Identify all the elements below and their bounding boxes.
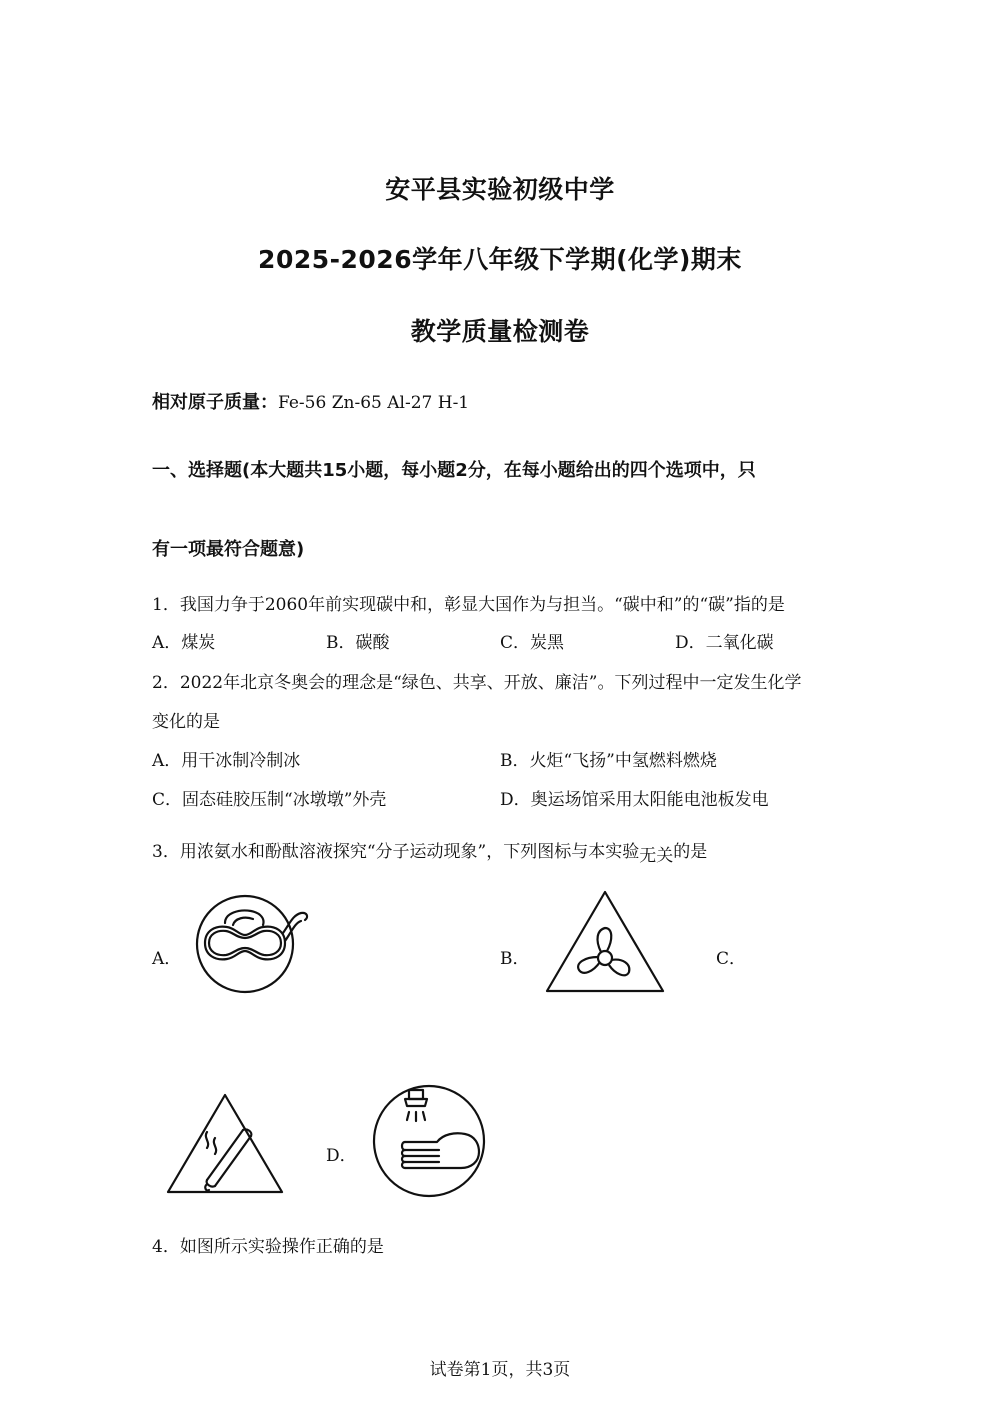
q2-stem-1: 2．2022年北京冬奥会的理念是“绿色、共享、开放、廉洁”。下列过程中一定发生化学 — [152, 673, 802, 693]
q3-stem-before: 3．用浓氨水和酚酞溶液探究“分子运动现象”，下列图标与本实验 — [152, 842, 640, 862]
title-exam: 教学质量检测卷 — [410, 317, 590, 346]
q3-stem — [152, 837, 708, 866]
q3-stem-after: 的是 — [673, 842, 708, 862]
atomic-mass-values: Fe-56 Zn-65 Al-27 H-1 — [278, 393, 470, 413]
atomic-mass-label: 相对原子质量： — [152, 392, 278, 413]
q2-option-d: D．奥运场馆采用太阳能电池板发电 — [500, 790, 769, 810]
q1-stem: 1．我国力争于2060年前实现碳中和，彰显大国作为与担当。“碳中和”的“碳”指的是 — [152, 595, 785, 615]
q1-option-d: D．二氧化碳 — [675, 633, 774, 653]
q2-stem-2: 变化的是 — [152, 712, 220, 732]
q2-option-a: A．用干冰制冷制冰 — [152, 751, 301, 771]
q1-option-b: B．碳酸 — [326, 633, 390, 653]
section1-heading-1: 一、选择题(本大题共15小题，每小题2分，在每小题给出的四个选项中，只 — [152, 460, 756, 481]
atomic-mass-line — [152, 388, 469, 414]
title-school: 安平县实验初级中学 — [385, 175, 615, 204]
q2-option-b: B．火炬“飞扬”中氢燃料燃烧 — [500, 751, 717, 771]
q3-option-d-label: D． — [326, 1146, 357, 1166]
q3-option-c-label: C． — [716, 949, 747, 969]
q1-option-a: A．煤炭 — [152, 633, 216, 653]
hot-surface-icon — [163, 1092, 287, 1196]
q2-option-c: C．固态硅胶压制“冰墩墩”外壳 — [152, 790, 387, 810]
q1-option-c: C．炭黑 — [500, 633, 565, 653]
fan-icon — [543, 888, 667, 996]
wash-hands-icon — [371, 1084, 487, 1198]
page-footer: 试卷第1页，共3页 — [429, 1360, 571, 1380]
goggles-icon — [195, 893, 315, 995]
q4-stem: 4．如图所示实验操作正确的是 — [152, 1237, 384, 1257]
q3-option-a-label: A． — [152, 949, 182, 969]
title-term: 2025-2026学年八年级下学期(化学)期末 — [258, 245, 742, 274]
section1-heading-2: 有一项最符合题意) — [152, 539, 305, 560]
q3-stem-emphasis: 无关 — [639, 846, 674, 866]
q3-option-b-label: B． — [500, 949, 530, 969]
